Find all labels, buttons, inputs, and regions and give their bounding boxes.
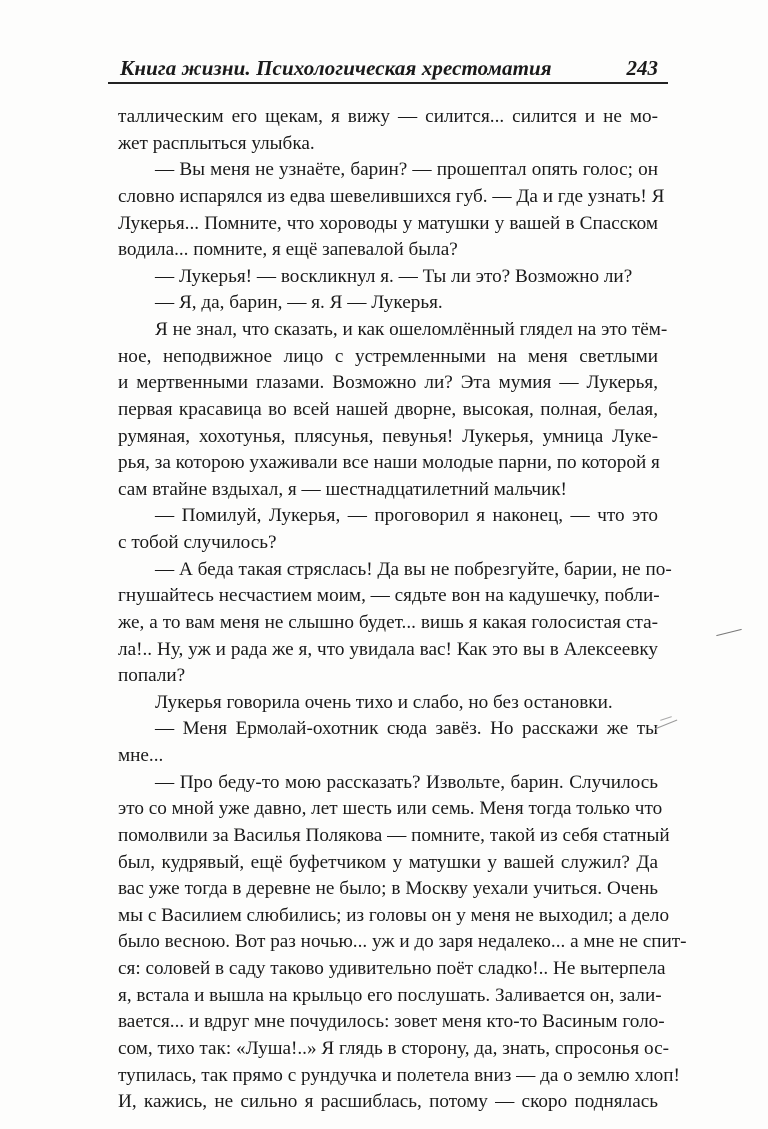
text-line: Я не знал, что сказать, и как ошеломлённый глядел на это тём- bbox=[155, 319, 668, 340]
page-header bbox=[108, 52, 668, 84]
text-line: ное, неподвижное лицо с устремленными на меня светлыми bbox=[118, 345, 658, 367]
text-line: Лукерья говорила очень тихо и слабо, но без остановки. bbox=[155, 691, 613, 713]
text-line: и мертвенными глазами. Возможно ли? Эта мумия — Лукерья, bbox=[118, 372, 658, 394]
text-line: гнушайтесь несчастием моим, — сядьте вон на кадушечку, побли- bbox=[118, 585, 660, 607]
text-line: это со мной уже давно, лет шесть или семь. Меня тогда только что bbox=[118, 798, 663, 820]
text-line: мы с Василием слюбились; из головы он у меня не выходил; а дело bbox=[118, 904, 670, 926]
text-line: сам втайне вздыхал, я — шестнадцатилетний мальчик! bbox=[118, 478, 567, 500]
text-line: сом, тихо так: «Луша!..» Я глядь в сторону, да, знать, спросонья ос- bbox=[118, 1037, 670, 1059]
text-line: вается... и вдруг мне почудилось: зовет меня кто-то Васиным голо- bbox=[118, 1011, 665, 1033]
text-line: таллическим его щекам, я вижу — силится... силится и не мо- bbox=[118, 106, 658, 127]
text-line: — Помилуй, Лукерья, — проговорил я наконец, — что это bbox=[155, 505, 658, 527]
text-line: жет расплыться улыбка. bbox=[118, 132, 315, 154]
page-number: 243 bbox=[626, 56, 658, 80]
text-line: — А беда такая стряслась! Да вы не побрезгуйте, барии, не по- bbox=[155, 558, 672, 580]
text-line: — Я, да, барин, — я. Я — Лукерья. bbox=[155, 292, 443, 314]
text-line: — Про беду-то мою рассказать? Извольте, барин. Случилось bbox=[155, 771, 658, 793]
text-line: словно испарялся из едва шевелившихся губ. — Да и где узнать! Я bbox=[118, 185, 665, 207]
text-line: тупилась, так прямо с рундучка и полетела вниз — да о землю хлоп! bbox=[118, 1064, 680, 1086]
text-line: Лукерья... Помните, что хороводы у матушки у вашей в Спасском bbox=[118, 212, 658, 234]
text-line: был, кудрявый, ещё буфетчиком у матушки у вашей служил? Да bbox=[118, 851, 658, 873]
margin-pencil-mark bbox=[655, 720, 678, 730]
text-line: помолвили за Василья Полякова — помните, такой из себя статный bbox=[118, 824, 670, 846]
text-line: — Лукерья! — воскликнул я. — Ты ли это? Возможно ли? bbox=[155, 265, 633, 287]
text-line: же, а то вам меня не слышно будет... вишь я какая голосистая ста- bbox=[118, 611, 658, 633]
text-line: попали? bbox=[118, 665, 186, 687]
text-line: — Меня Ермолай-охотник сюда завёз. Но расскажи же ты bbox=[155, 718, 658, 740]
text-line: рья, за которою ухаживали все наши молодые парни, по которой я bbox=[118, 452, 660, 474]
body-text bbox=[118, 104, 687, 1116]
margin-pencil-mark bbox=[716, 629, 741, 636]
text-line: ся: соловей в саду таково удивительно поёт сладко!.. Не вытерпела bbox=[118, 958, 666, 979]
text-line: румяная, хохотунья, плясунья, певунья! Лукерья, умница Луке- bbox=[118, 425, 658, 447]
margin-pencil-mark bbox=[660, 716, 672, 721]
text-line: вас уже тогда в деревне не было; в Москву уехали учиться. Очень bbox=[118, 878, 658, 900]
text-line: первая красавица во всей нашей дворне, высокая, полная, белая, bbox=[118, 398, 658, 420]
text-line: водила... помните, я ещё запевалой была? bbox=[118, 239, 458, 261]
text-line: — Вы меня не узнаёте, барин? — прошептал опять голос; он bbox=[155, 159, 658, 181]
text-line: было весною. Вот раз ночью... уж и до заря недалеко... а мне не спит- bbox=[118, 931, 687, 953]
text-line: ла!.. Ну, уж и рада же я, что увидала вас! Как это вы в Алексеевку bbox=[118, 638, 658, 660]
text-line: с тобой случилось? bbox=[118, 532, 277, 553]
text-line: я, встала и вышла на крыльцо его послушать. Заливается он, зали- bbox=[118, 984, 662, 1006]
text-line: мне... bbox=[118, 745, 164, 766]
text-line: И, кажись, не сильно я расшиблась, потому — скоро поднялась bbox=[118, 1091, 658, 1113]
running-title: Книга жизни. Психологическая хрестоматия bbox=[120, 56, 552, 80]
